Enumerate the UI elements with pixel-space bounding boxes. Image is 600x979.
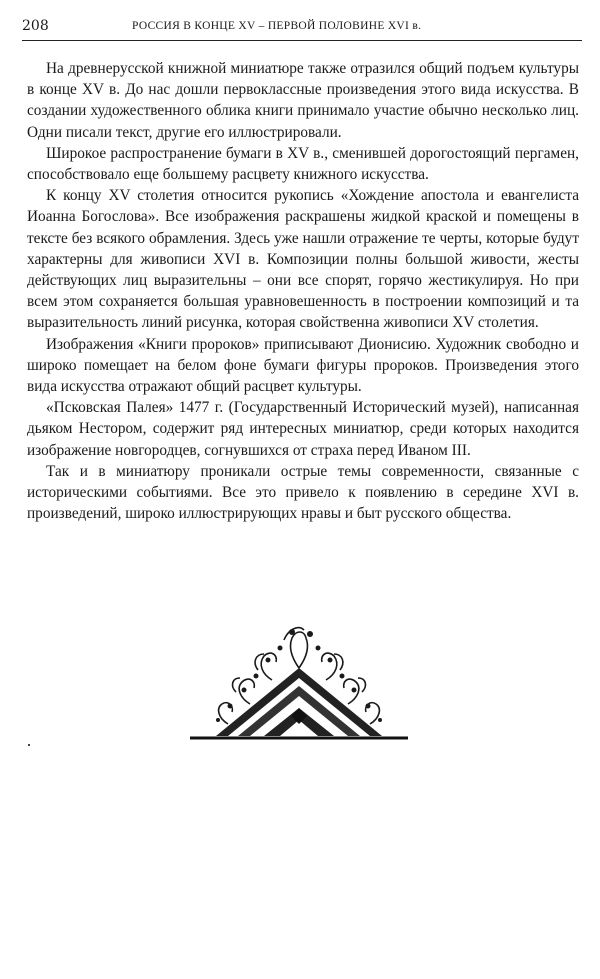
running-title: РОССИЯ В КОНЦЕ XV – ПЕРВОЙ ПОЛОВИНЕ XVI в. [132, 20, 422, 32]
paragraph-manuscript: К концу XV столетия относится рукопись «Хождение апостола и евангелиста Иоанна Богослова». Все изображения раскрашены жидкой краской и помещены в тексте без всякого обрамления. Здесь уже нашли отражение те черты, которые будут характерны для живописи XVI в. Композиции полны большой живости, жесты действующих лиц выразительны – они все спорят, горячо жестикулируя. Но при всем этом сохраняется большая уравновешенность в построении композиций и та выразительность линий рисунка, которая свойственна живописи XV столетия. [27, 187, 579, 332]
stray-mark [28, 744, 30, 746]
paragraph-conclusion: Так и в миниатюру проникали острые темы современности, связанные с историческими событиями. Все это привело к появлению в середине XVI в. произведений, широко иллюстрирующих нравы и быт русского общества. [27, 462, 579, 523]
page-header [22, 14, 582, 41]
paragraph-miniature: На древнерусской книжной миниатюре также отразился общий подъем культуры в конце XV в. До нас дошли первоклассные произведения этого вида искусства. В создании художественного облика книги принимало участие обычно несколько лиц. Одни писали текст, другие его иллюстрировали. [27, 60, 579, 141]
paragraph-prophets: Изображения «Книги пророков» приписывают Дионисию. Художник свободно и широко помещает на белом фоне бумаги фигуры пророков. Произведения этого вида искусства отражают общий расцвет культуры. [27, 335, 579, 396]
paragraph-paper: Широкое распространение бумаги в XV в., сменившей дорогостоящий пергамен, способствовало еще большему расцвету книжного искусства. [27, 144, 579, 184]
decorative-ornament-icon [188, 620, 410, 742]
page-number: 208 [22, 18, 49, 34]
paragraph-paleya: «Псковская Палея» 1477 г. (Государственный Исторический музей), написанная дьяком Нестором, содержит ряд интересных миниатюр, среди которых находится изображение новгородцев, согнувшихся от страха перед Иваном III. [27, 399, 579, 459]
body-text [27, 58, 579, 524]
